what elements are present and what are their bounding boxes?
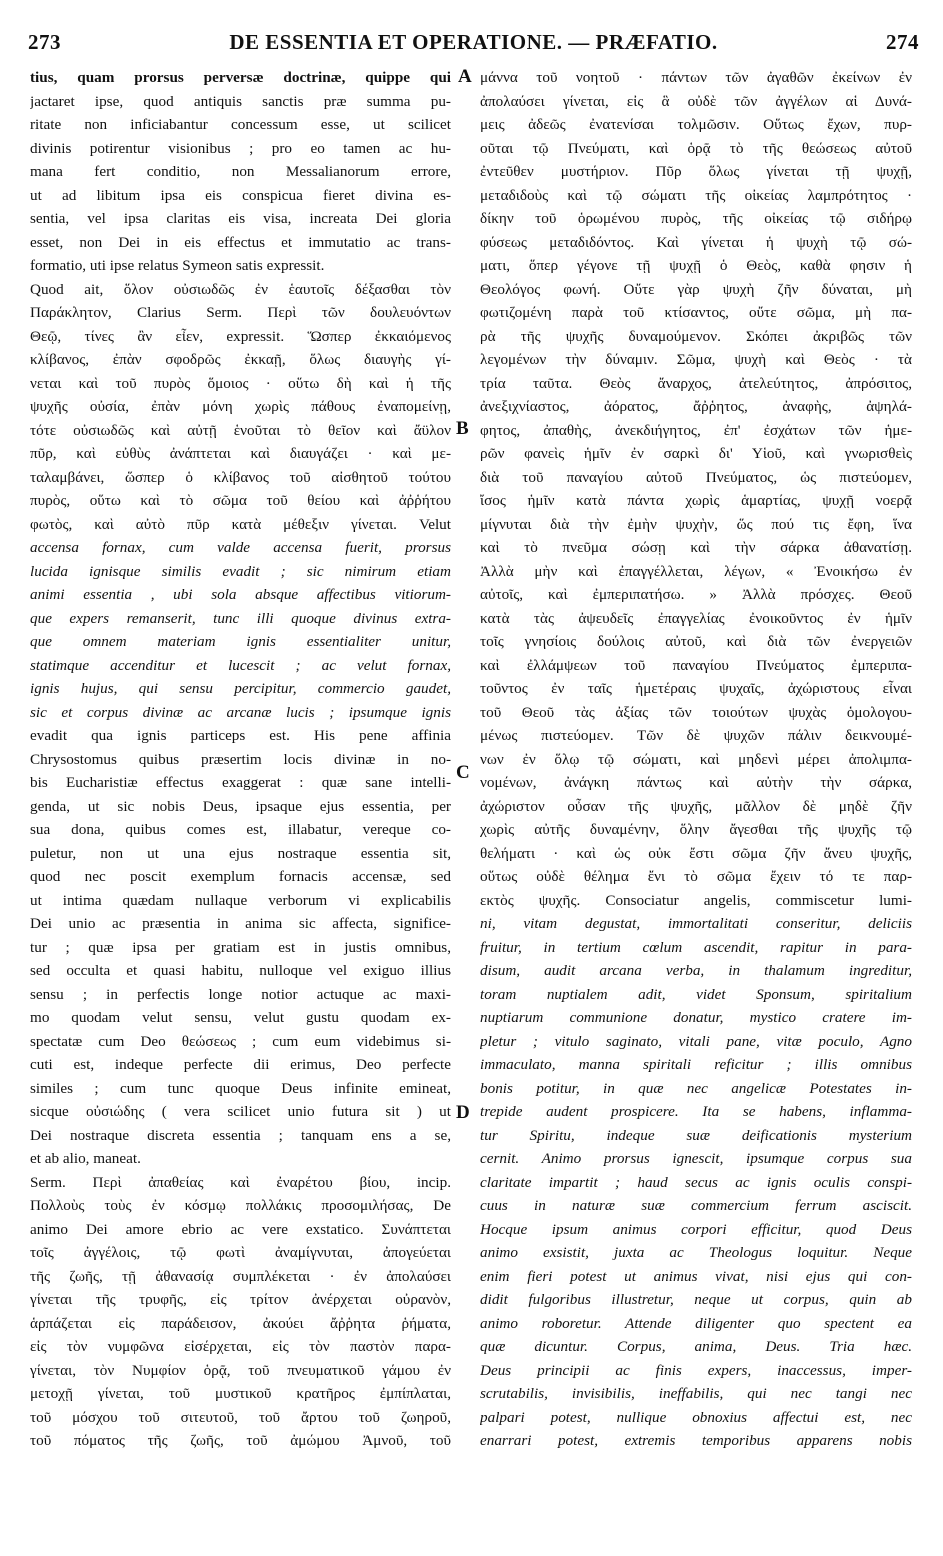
text-line: φωτὸς, καὶ αὐτὸ πῦρ κατὰ μέθεξιν γίνεται. Velut (30, 515, 451, 533)
text-line: οῦται τῷ Πνεύματι, καὶ ὁρᾷ τὸ τῆς θεώσεως αὐτοῦ (480, 139, 912, 157)
text-line: αὐτοῖς, καὶ ἐμπεριπατήσω. » Ἀλλὰ πρόσχες. Θεοῦ (480, 586, 912, 603)
running-title: DE ESSENTIA ET OPERATIONE. — PRÆFATIO. (229, 30, 718, 54)
text-line: animo roboretur. Attende diligenter quo spectent ea (480, 1314, 912, 1332)
text-line: tur Spiritu, indeque suæ deificationis mysterium (480, 1126, 912, 1144)
text-line: πῦρ, καὶ εὐθὺς ἀνάπτεται καὶ διαυγάζει · καὶ με- (30, 445, 451, 462)
text-line: ignis hujus, qui sensu percipitur, commercio gaudet, (30, 680, 451, 697)
text-line: λεγομένων τὴν δύναμιν. Σῶμα, ψυχὴ καὶ Θεὸς · τὰ (480, 351, 912, 368)
text-line: ρῶν φανεὶς ἡμῖν ἐν σαρκὶ δι' Υἱοῦ, καὶ γνωρισθεὶς (480, 445, 912, 462)
text-line: fruitur, in tertium cœlum ascendit, rapitur in para- (480, 938, 912, 956)
text-line: mana fert conditio, non Messalianorum errore, (30, 163, 451, 180)
text-line: νων ἐν ὅλῳ τῷ σώματι, καὶ μηδενὶ μέρει ἀπολιμπα- (480, 750, 912, 768)
text-line: γίνεται τῆς τρυφῆς, εἰς τρίτον ἀνέρχεται οὐρανὸν, (30, 1291, 451, 1308)
text-line: φωτιζομένη παρὰ τοῦ κτίσαντος, οὔτε σῶμα, μὴ πα- (480, 304, 912, 321)
text-line: Deus principii ac finis expers, inaccessus, imper- (480, 1361, 912, 1379)
text-line: ἐντεῦθεν μυστήριον. Πῦρ ὅλως γίνεται τῇ ψυχῇ, (480, 163, 912, 180)
text-line: spectatæ cum Deo θεώσεως ; cum eum videbimus si- (30, 1032, 451, 1050)
text-line: nuptiarum communione donatur, mystico cratere im- (480, 1009, 912, 1026)
text-line: immaculato, manna spiritali reficitur ; illis omnibus (480, 1056, 912, 1073)
text-line: ἀπολαύσει γίνεται, εἰς ἃ οὐδὲ τῶν ἀγγέλων αἱ Δυνά- (480, 92, 912, 110)
text-line: Dei unio ac præsentia in anima sic affecta, significe- (30, 915, 451, 932)
running-header (28, 30, 919, 64)
text-line: et ab alio, maneat. (30, 1150, 141, 1167)
text-line: τοῦ Θεοῦ τὰς ἀξίας τῶν τοιούτων ψυχὰς ὁμολογου- (480, 703, 912, 721)
text-line: τοῦ πόματος τῆς ζωῆς, τοῦ ἀμώμου Ἀμνοῦ, τοῦ (30, 1432, 451, 1449)
text-line: puletur, non ut una ejus nostraque essentia sit, (30, 844, 451, 862)
text-line: τοῖς ἀγγέλοις, τῷ φωτὶ ἀναμίγνυται, ἀπογεύεται (30, 1244, 451, 1261)
text-line: formatio, uti ipse relatus Symeon satis expressit. (30, 257, 325, 274)
right-column (480, 66, 912, 1453)
text-line: ψυχῆς οὐσία, ἐπὰν μόνη χωρὶς πάθους ἐναπομείνῃ, (30, 398, 451, 415)
text-line: palpari potest, nullique obnoxius affectui est, nec (480, 1408, 912, 1426)
text-line: μίγνυται διὰ τὴν ἐμὴν ψυχὴν, ὥς πού τις ἔφη, ἵνα (480, 515, 912, 533)
text-line: tius, quam prorsus perversæ doctrinæ, quippe qui (30, 69, 451, 86)
text-line: διὰ τοῦ παναγίου αὐτοῦ Πνεύματος, ὡς πιστεύομεν, (480, 468, 912, 486)
text-line: scrutabilis, invisibilis, ineffabilis, qui nec tangi nec (480, 1385, 912, 1402)
text-line: θελήματι · καὶ ὡς οὐκ ἔστι σῶμα ζῆν ἄνευ ψυχῆς, (480, 844, 912, 862)
text-line: κατὰ τὰς ἀψευδεῖς ἐπαγγελίας ἐνοικοῦντος ἐν ἡμῖν (480, 609, 912, 627)
text-line: νεται καὶ τοῦ πυρὸς ὅμοιος · οὕτω δὴ καὶ ἡ τῆς (30, 374, 451, 392)
text-line: Hocque ipsum animus corpori efficitur, quod Deus (480, 1220, 912, 1238)
text-line: sicque οὐσιώδης ( vera scilicet unio futura sit ) ut (30, 1103, 451, 1120)
text-line: Θεῷ, τίνες ἂν εἶεν, expressit. Ὥσπερ ἐκκαιόμενος (30, 327, 451, 345)
text-line: ματι, ὅπερ γέγονε τῇ ψυχῇ ὁ Θεὸς, καθὰ φησιν ἡ (480, 257, 912, 274)
text-line: κλίβανος, ἐπὰν σφοδρῶς ἐκκαῇ, ὅλως διαυγὴς γί- (30, 351, 451, 368)
text-line: pletur ; vitulo saginato, vitali pane, vitæ poculo, Agno (480, 1032, 912, 1050)
text-line: εκτὸς ψυχῆς. Consociatur angelis, commiscetur lumi- (480, 891, 912, 909)
page-number-right: 274 (886, 30, 919, 54)
text-line: τοῦντος ἐν ταῖς ἡμετέραις ψυχαῖς, ἀχώριστους εἶναι (480, 680, 912, 697)
text-line: esset, non Dei in eis effectus et immutatio ac trans- (30, 233, 451, 251)
text-line: cuus in naturæ suæ commercium ferrum asciscit. (480, 1197, 912, 1214)
text-line: μένως πιστεύομεν. Τῶν δὲ ψυχῶν πάλιν δεικνουμέ- (480, 727, 912, 744)
text-line: Θεολόγος φωνή. Οὔτε γὰρ ψυχὴ ζῆν δύναται, μὴ (480, 280, 912, 298)
text-line: que omnem materiam ignis essentialiter unitur, (30, 633, 451, 650)
text-line: tur ; quæ ipsa per gratiam est in justis omnibus, (30, 938, 451, 956)
text-line: ταλαμβάνει, ὥσπερ ὁ κλίβανος τοῦ αἰσθητοῦ τούτου (30, 468, 451, 486)
text-line: μεις ἀδεῶς ἐνατενίσαι τολμῶσιν. Οὕτως ἔχων, πυρ- (480, 116, 912, 133)
text-line: χωρὶς αὐτῆς δυναμένην, ὅλην ἄγεσθαι τῆς ψυχῆς τῷ (480, 821, 912, 838)
text-line: animo exsistit, juxta ac Theologus loquitur. Neque (480, 1244, 912, 1261)
text-line: μάννα τοῦ νοητοῦ · πάντων τῶν ἀγαθῶν ἐκείνων ἐν (480, 69, 912, 86)
text-line: bonis potitur, in quæ nec angelicæ Potestates in- (480, 1079, 912, 1097)
text-line: disum, audit arcana verba, in thalamum ingreditur, (480, 962, 912, 979)
text-line: quod nec poscit exemplum fornacis accensæ, sed (30, 868, 451, 885)
text-line: accensa fornax, cum valde accensa fuerit, prorsus (30, 539, 451, 556)
text-line: sic et corpus divinæ ac arcanæ lucis ; ipsumque ignis (30, 703, 451, 721)
text-line: φητος, ἀπαθὴς, ἀνεκδιήγητος, ἐπ' ἐσχάτων τῶν ἡμε- (480, 421, 912, 439)
text-line: Serm. Περὶ ἀπαθείας καὶ ἐναρέτου βίου, incip. (30, 1173, 451, 1191)
text-line: δίκην τοῦ ὁρωμένου πυρὸς, τῆς οἰκείας τῷ σιδήρῳ (480, 210, 912, 227)
text-line: cuti est, indeque perfecte dii erimus, Deo perfecte (30, 1056, 451, 1073)
margin-letter-c: C (456, 762, 470, 783)
text-line: ἀνεξιχνίαστος, ἀόρατος, ἄῤῥητος, ἀναφὴς, ἀψηλά- (480, 398, 912, 415)
text-line: ἀχώριστον οὖσαν τῆς ψυχῆς, μᾶλλον δὲ μηδὲ ζῆν (480, 797, 912, 815)
text-line: καὶ ἐλλάμψεων τοῦ παναγίου Πνεύματος ἐμπεριπα- (480, 656, 912, 674)
text-line: sentia, vel ipsa claritas eis visa, increata Dei gloria (30, 210, 451, 227)
text-line: μεταδιδοὺς καὶ τῷ σώματι τῆς οἰκείας λαμπρότητος · (480, 186, 912, 204)
text-line: ut ad libitum ipsa eis conspicua fieret divina es- (30, 186, 451, 204)
text-line: Παράκλητον, Clarius Serm. Περὶ τῶν δουλευόντων (30, 304, 451, 321)
text-line: νομένων, ἀνάγκη πάντως καὶ αὐτὴν τὴν σάρκα, (480, 774, 912, 791)
text-line: sensu ; in perfectis longe notior actuque ac maxi- (30, 985, 451, 1003)
text-line: ritate non inficiabantur concessum esse, ut scilicet (30, 116, 451, 133)
text-line: ut intima quædam nullaque verborum vi explicabilis (30, 891, 451, 909)
text-line: ἴσος ἡμῖν κατὰ πάντα χωρὶς ἁμαρτίας, ψυχῇ νοερᾷ (480, 492, 912, 509)
text-line: similes ; cum tunc quoque Deus infinite emineat, (30, 1079, 451, 1097)
text-line: mo quodam velut sensu, velut gustu quodam ex- (30, 1009, 451, 1026)
text-line: οὕτως οὐδὲ θέλημα ἔνι τὸ σῶμα ἔχειν τό τε παρ- (480, 868, 912, 885)
text-line: divinis potirentur visionibus ; pro eo tamen ac hu- (30, 139, 451, 157)
margin-letter-b: B (456, 418, 469, 439)
text-line: Ἀλλὰ μὴν καὶ ἐπαγγέλλεται, λέγων, « Ἐνοικήσω ἐν (480, 562, 912, 580)
text-line: animo Dei amore ebrio ac vere exstatico. Συνάπτεται (30, 1220, 451, 1238)
text-line: φύσεως μεταδιδόντος. Καὶ γίνεται ἡ ψυχὴ τῷ σώ- (480, 233, 912, 251)
text-line: jactaret ipse, quod antiquis sanctis præ summa pu- (30, 92, 451, 110)
text-line: enim fieri potest ut animus vivat, nisi ejus qui con- (480, 1267, 912, 1285)
text-line: εἰς τὸν νυμφῶνα εἰσέρχεται, εἰς τὸν παστὸν παρα- (30, 1338, 451, 1355)
text-line: Quod ait, ὅλον οὐσιωδῶς ἐν ἑαυτοῖς δέξασθαι τὸν (30, 280, 451, 298)
text-line: Dei nostraque discreta essentia ; tanquam ens a se, (30, 1126, 451, 1144)
text-line: bis Eucharistiæ effectus exaggerat : quæ sane intelli- (30, 774, 451, 791)
text-line: lucida ignisque similis evadit ; sic nimirum etiam (30, 562, 451, 580)
text-line: toram nuptialem adit, videt Sponsum, spiritalium (480, 985, 912, 1003)
left-column (30, 66, 451, 1453)
text-line: ἁρπάζεται εἰς παράδεισον, ἀκούει ἄῤῥητα ῥήματα, (30, 1314, 451, 1332)
text-line: statimque accenditur et lucescit ; ac velut fornax, (30, 656, 451, 674)
text-line: τοῖς γνησίοις δούλοις αὐτοῦ, καὶ διὰ τῶν ἐνεργειῶν (480, 633, 912, 650)
text-line: claritate impartit ; haud secus ac ignis oculis conspi- (480, 1173, 912, 1191)
text-line: πυρὸς, οὕτω καὶ τὸ σῶμα τοῦ θείου καὶ ἀῤῥήτου (30, 492, 451, 509)
text-line: animi essentia , ubi sola absque affectibus vitiorum- (30, 586, 451, 603)
text-line: genda, ut sic nobis Deus, ipsaque ejus essentia, per (30, 797, 451, 815)
text-line: μετοχῇ γίνεται, τοῦ μυστικοῦ κρατῆρος ἐμπίπλαται, (30, 1385, 451, 1402)
text-line: evadit qua ignis particeps est. His pene affinia (30, 727, 451, 744)
text-line: ρὰ τῆς ψυχῆς δυναμούμενον. Σκόπει ἀκριβῶς τῶν (480, 327, 912, 345)
text-line: γίνεται, τὸν Νυμφίον ὁρᾷ, τοῦ πνευματικοῦ γάμου ἐν (30, 1361, 451, 1379)
text-line: ni, vitam degustat, immortalitati conseritur, deliciis (480, 915, 912, 932)
text-line: Πολλοὺς τοὺς ἐν κόσμῳ πολλάκις προσομιλήσας, De (30, 1197, 451, 1214)
text-line: que expers remanserit, tunc illi quoque divinus extra- (30, 609, 451, 627)
text-line: trepide audent prospicere. Ita se habens, inflamma- (480, 1103, 912, 1120)
margin-letter-d: D (456, 1102, 470, 1123)
page-number-left: 273 (28, 30, 61, 54)
margin-letter-a: A (458, 66, 472, 87)
text-line: τότε οὐσιωδῶς καὶ αὐτῇ ἑνοῦται τὸ θεῖον καὶ ἄϋλον (30, 421, 451, 439)
text-line: quæ dicuntur. Corpus, anima, Deus. Tria hæc. (480, 1338, 912, 1355)
text-line: Chrysostomus quibus præsertim locis divinæ in no- (30, 750, 451, 768)
text-line: τοῦ μόσχου τοῦ σιτευτοῦ, τοῦ ἄρτου τοῦ ζωηροῦ, (30, 1408, 451, 1426)
text-line: cernit. Animo prorsus ignescit, ipsumque corpus sua (480, 1150, 912, 1167)
text-line: τρία ταῦτα. Θεὸς ἄναρχος, ἀτελεύτητος, ἀπρόσιτος, (480, 374, 912, 392)
text-line: καὶ τὸ πνεῦμα σώσῃ καὶ τὴν σάρκα ἀθανατίσῃ. (480, 539, 912, 556)
text-line: enarrari potest, extremis temporibus apparens nobis (480, 1432, 912, 1449)
text-line: sed occulta et quasi habitu, nulloque vel exiguo illius (30, 962, 451, 979)
text-line: sua dona, quibus comes est, illabatur, vereque co- (30, 821, 451, 838)
text-line: τῆς ζωῆς, τῇ ἀθανασίᾳ συμπλέκεται · ἐν ἀπολαύσει (30, 1267, 451, 1285)
text-line: didit fulgoribus illustretur, neque ut corpus, quin ab (480, 1291, 912, 1308)
